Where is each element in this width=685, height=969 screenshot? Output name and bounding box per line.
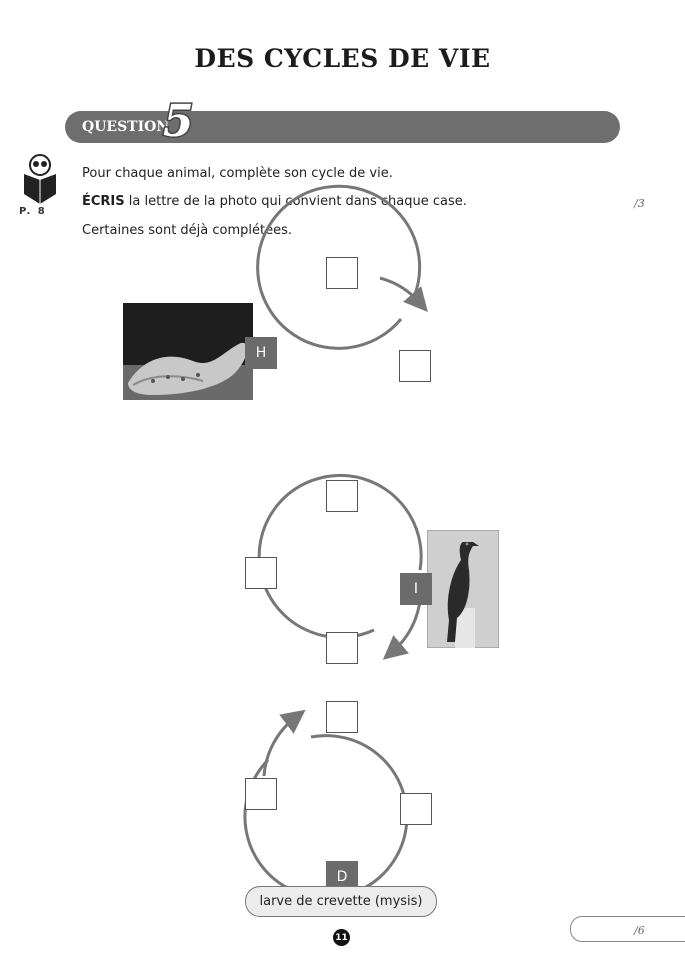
score-bottom: /6 xyxy=(634,924,645,937)
cycle-1-box-top[interactable] xyxy=(326,257,358,289)
page-title: DES CYCLES DE VIE xyxy=(194,44,491,73)
cycle-2-box-filled: I xyxy=(400,573,432,605)
page-number: 11 xyxy=(333,929,350,946)
cycle-3-box-filled: D xyxy=(326,861,358,893)
cycle-2-box-top[interactable] xyxy=(326,480,358,512)
cormorant-photo xyxy=(427,530,499,648)
instruction-line-2-text: la lettre de la photo qui convient dans chaque case. xyxy=(124,194,467,209)
larva-photo xyxy=(123,303,253,400)
cycle-3-box-right[interactable] xyxy=(400,793,432,825)
cycle-3-box-left[interactable] xyxy=(245,778,277,810)
cycle-1-box-right[interactable] xyxy=(399,350,431,382)
cycle-1-box-filled: H xyxy=(245,337,277,369)
cycle-3-box-top[interactable] xyxy=(326,701,358,733)
cycle-2-box-left[interactable] xyxy=(245,557,277,589)
cycle-1-arrow xyxy=(380,278,420,303)
cycle-2-box-bottom[interactable] xyxy=(326,632,358,664)
cycle-3-caption: larve de crevette (mysis) xyxy=(245,886,437,917)
page-reference: P. 8 xyxy=(19,206,47,217)
question-number: 5 xyxy=(163,96,194,147)
question-label: QUESTION xyxy=(82,119,170,135)
score-top: /3 xyxy=(634,197,645,210)
cycle-3-arrow xyxy=(264,717,296,776)
instruction-verb: ÉCRIS xyxy=(82,194,125,209)
instruction-line-1: Pour chaque animal, complète son cycle de vie. xyxy=(82,166,393,181)
instruction-line-3: Certaines sont déjà complétées. xyxy=(82,223,293,238)
score-box-bottom xyxy=(570,916,685,942)
